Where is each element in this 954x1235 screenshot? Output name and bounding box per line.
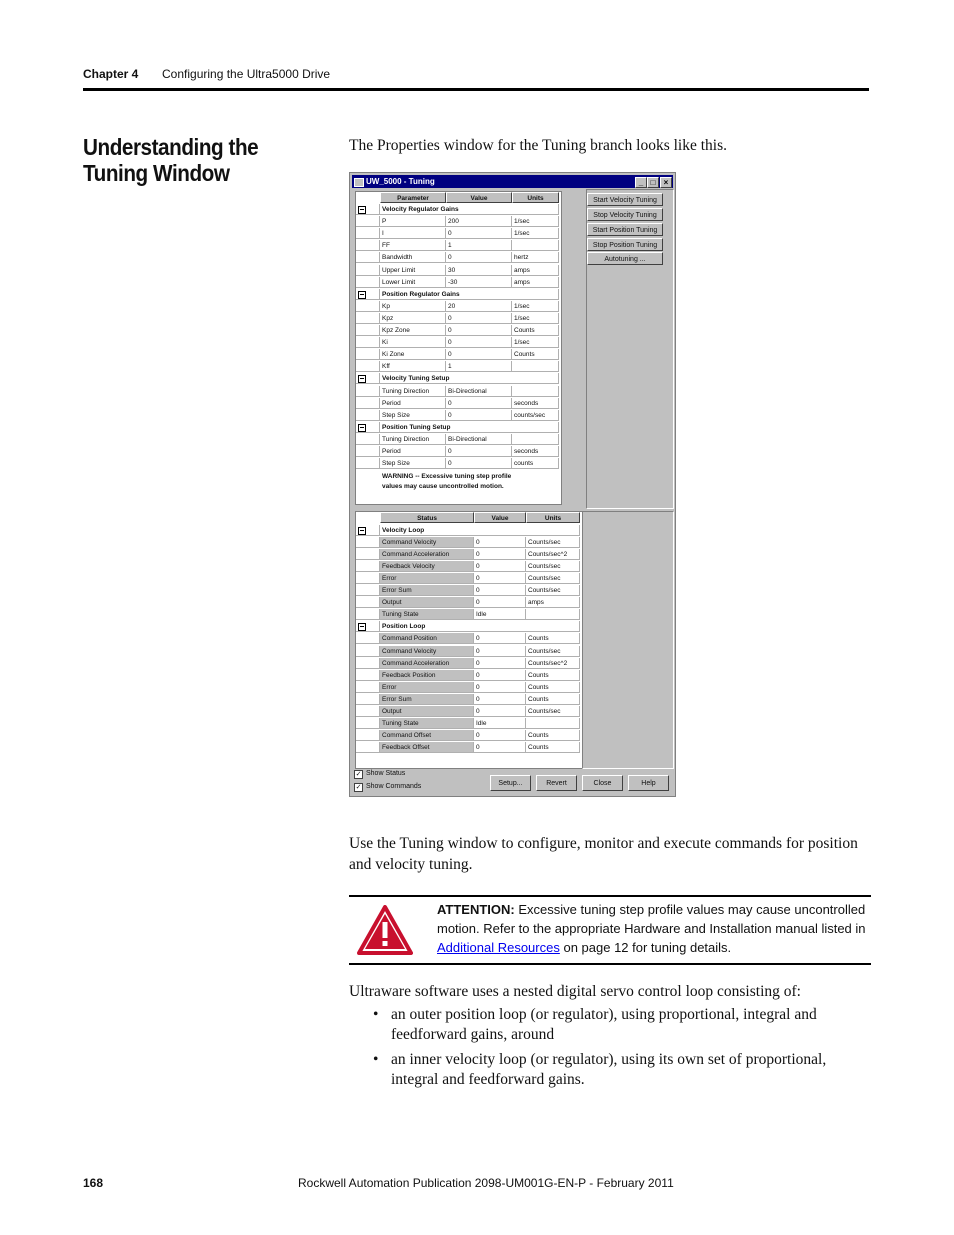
- row-units: 1/sec: [512, 337, 559, 348]
- bullet-icon: •: [373, 1051, 379, 1068]
- group-label: Velocity Tuning Setup: [380, 373, 559, 384]
- units-column-header[interactable]: Units: [512, 192, 559, 203]
- start-velocity-tuning-button[interactable]: Start Velocity Tuning: [587, 193, 663, 206]
- row-value[interactable]: 0: [474, 549, 526, 560]
- row-gutter: [356, 216, 380, 227]
- row-gutter: [356, 682, 380, 693]
- row-gutter: [356, 730, 380, 741]
- row-gutter: [356, 621, 380, 632]
- setup-button[interactable]: Setup...: [490, 775, 531, 791]
- row-label: Error: [380, 682, 474, 693]
- row-units: [512, 386, 559, 397]
- row-value[interactable]: 0: [446, 337, 512, 348]
- list-item-text: an outer position loop (or regulator), using proportional, integral and feedforward gains, around: [391, 1006, 817, 1043]
- row-gutter: [356, 277, 380, 288]
- group-label: Position Regulator Gains: [380, 289, 559, 300]
- revert-button[interactable]: Revert: [536, 775, 577, 791]
- row-gutter: [356, 349, 380, 360]
- row-value[interactable]: Bi-Directional: [446, 434, 512, 445]
- row-value[interactable]: 20: [446, 301, 512, 312]
- row-value[interactable]: 0: [474, 730, 526, 741]
- row-value[interactable]: 1: [446, 361, 512, 372]
- row-gutter: [356, 422, 380, 433]
- row-units: Counts: [526, 682, 580, 693]
- row-gutter: [356, 658, 380, 669]
- row-units: 1/sec: [512, 216, 559, 227]
- row-value[interactable]: 0: [474, 670, 526, 681]
- row-gutter: [356, 537, 380, 548]
- help-button[interactable]: Help: [628, 775, 669, 791]
- row-units: Counts: [526, 670, 580, 681]
- row-value[interactable]: 0: [474, 561, 526, 572]
- collapse-icon[interactable]: [358, 527, 366, 535]
- collapse-icon[interactable]: [358, 375, 366, 383]
- row-label: Feedback Position: [380, 670, 474, 681]
- row-gutter: [356, 289, 380, 300]
- row-gutter: [356, 301, 380, 312]
- row-gutter: [356, 386, 380, 397]
- row-units: amps: [512, 277, 559, 288]
- row-gutter: [356, 646, 380, 657]
- header-rule: [83, 88, 869, 91]
- row-units: [512, 361, 559, 372]
- maximize-icon[interactable]: □: [647, 177, 659, 188]
- row-gutter: [356, 718, 380, 729]
- close-button[interactable]: Close: [582, 775, 623, 791]
- row-gutter: [356, 337, 380, 348]
- show-commands-label: Show Commands: [366, 783, 422, 790]
- check-icon: ✓: [355, 784, 362, 791]
- row-label: Command Offset: [380, 730, 474, 741]
- publication-footer: Rockwell Automation Publication 2098-UM001G-EN-P - February 2011: [298, 1176, 674, 1190]
- row-value[interactable]: Bi-Directional: [446, 386, 512, 397]
- list-item-text: an inner velocity loop (or regulator), using its own set of proportional, integral and feedforward gains.: [391, 1051, 827, 1088]
- row-gutter: [356, 561, 380, 572]
- row-value[interactable]: 0: [474, 633, 526, 644]
- minimize-icon[interactable]: _: [635, 177, 647, 188]
- autotuning-button[interactable]: Autotuning ...: [587, 252, 663, 265]
- row-units: Counts/sec: [526, 646, 580, 657]
- row-value[interactable]: 0: [446, 313, 512, 324]
- row-gutter: [356, 694, 380, 705]
- row-label: I: [380, 228, 446, 239]
- list-item: [349, 1050, 869, 1090]
- row-gutter: [356, 742, 380, 753]
- row-value[interactable]: 0: [446, 446, 512, 457]
- row-gutter: [356, 525, 380, 536]
- row-gutter: [356, 585, 380, 596]
- row-units: seconds: [512, 398, 559, 409]
- row-gutter: [356, 410, 380, 421]
- bullet-list: [349, 1005, 869, 1095]
- attention-label: ATTENTION:: [437, 902, 515, 917]
- row-label: Error Sum: [380, 694, 474, 705]
- intro-paragraph: The Properties window for the Tuning branch looks like this.: [349, 137, 727, 154]
- row-units: Counts: [526, 694, 580, 705]
- show-status-checkbox[interactable]: [354, 769, 405, 779]
- row-value[interactable]: 0: [446, 458, 512, 469]
- attention-box: [349, 895, 871, 965]
- row-units: counts/sec: [512, 410, 559, 421]
- row-units: [512, 434, 559, 445]
- row-value[interactable]: 0: [446, 398, 512, 409]
- row-gutter: [356, 549, 380, 560]
- row-value[interactable]: 0: [474, 742, 526, 753]
- row-label: FF: [380, 240, 446, 251]
- row-label: Kff: [380, 361, 446, 372]
- row-value[interactable]: 0: [474, 537, 526, 548]
- row-units: Counts: [526, 742, 580, 753]
- row-gutter: [356, 398, 380, 409]
- row-label: Feedback Velocity: [380, 561, 474, 572]
- row-label: Command Acceleration: [380, 549, 474, 560]
- row-units: Counts/sec: [526, 585, 580, 596]
- row-gutter: [356, 706, 380, 717]
- row-gutter: [356, 670, 380, 681]
- row-label: Output: [380, 706, 474, 717]
- row-gutter: [356, 240, 380, 251]
- row-label: Tuning Direction: [380, 434, 446, 445]
- row-value[interactable]: 0: [474, 706, 526, 717]
- row-value[interactable]: 0: [474, 597, 526, 608]
- row-gutter: [356, 313, 380, 324]
- list-item: [349, 1005, 869, 1045]
- row-units: Counts/sec: [526, 706, 580, 717]
- row-label: Step Size: [380, 410, 446, 421]
- chapter-label: Chapter 4: [83, 67, 139, 81]
- status-units-column-header[interactable]: Units: [526, 512, 580, 523]
- row-label: Command Acceleration: [380, 658, 474, 669]
- row-label: P: [380, 216, 446, 227]
- row-label: Period: [380, 398, 446, 409]
- row-label: Step Size: [380, 458, 446, 469]
- additional-resources-link[interactable]: Additional Resources: [437, 940, 560, 955]
- row-gutter: [356, 597, 380, 608]
- collapse-icon[interactable]: [358, 206, 366, 214]
- section-title: Understanding the Tuning Window: [83, 134, 259, 186]
- row-units: Counts/sec^2: [526, 658, 580, 669]
- page-header: [83, 67, 331, 81]
- group-label: Position Tuning Setup: [380, 422, 559, 433]
- row-gutter: [356, 252, 380, 263]
- check-icon: ✓: [355, 771, 362, 778]
- row-units: 1/sec: [512, 301, 559, 312]
- stop-velocity-tuning-button[interactable]: Stop Velocity Tuning: [587, 208, 663, 221]
- row-units: hertz: [512, 252, 559, 263]
- row-value[interactable]: 0: [446, 228, 512, 239]
- row-units: counts: [512, 458, 559, 469]
- show-commands-checkbox[interactable]: [354, 782, 421, 792]
- list-intro: Ultraware software uses a nested digital servo control loop consisting of:: [349, 983, 801, 1000]
- row-label: Kpz: [380, 313, 446, 324]
- row-gutter: [356, 373, 380, 384]
- row-label: Command Velocity: [380, 646, 474, 657]
- row-value[interactable]: -30: [446, 277, 512, 288]
- row-gutter: [356, 228, 380, 239]
- row-units: Counts/sec: [526, 561, 580, 572]
- status-grid: [355, 511, 583, 769]
- bullet-icon: •: [373, 1006, 379, 1023]
- row-label: Lower Limit: [380, 277, 446, 288]
- status-column-header[interactable]: Status: [380, 512, 474, 523]
- row-units: 1/sec: [512, 313, 559, 324]
- row-label: Upper Limit: [380, 265, 446, 276]
- value-column-header[interactable]: Value: [446, 192, 512, 203]
- row-value[interactable]: 0: [474, 658, 526, 669]
- row-gutter: [356, 458, 380, 469]
- row-units: amps: [526, 597, 580, 608]
- row-label: Kp: [380, 301, 446, 312]
- row-gutter: [356, 204, 380, 215]
- row-gutter: [356, 265, 380, 276]
- status-value-column-header[interactable]: Value: [474, 512, 526, 523]
- stop-position-tuning-button[interactable]: Stop Position Tuning: [587, 238, 663, 251]
- row-label: Tuning Direction: [380, 386, 446, 397]
- row-gutter: [356, 633, 380, 644]
- attention-text-1: Excessive tuning step profile values may cause uncontrolled motion. Refer to the appropriate Hardware and Installation manual listed in: [437, 902, 866, 936]
- collapse-icon[interactable]: [358, 424, 366, 432]
- row-value[interactable]: 0: [474, 573, 526, 584]
- warning-icon: [357, 905, 413, 955]
- row-gutter: [356, 434, 380, 445]
- row-units: amps: [512, 265, 559, 276]
- row-value[interactable]: Idle: [474, 609, 526, 620]
- row-value[interactable]: 0: [474, 646, 526, 657]
- parameters-grid: [355, 191, 562, 505]
- row-value[interactable]: 30: [446, 265, 512, 276]
- row-label: Tuning State: [380, 609, 474, 620]
- row-value[interactable]: 200: [446, 216, 512, 227]
- row-units: Counts: [512, 325, 559, 336]
- row-label: Error: [380, 573, 474, 584]
- row-value[interactable]: 0: [474, 694, 526, 705]
- window-title: UW_5000 - Tuning: [366, 177, 435, 186]
- row-label: Output: [380, 597, 474, 608]
- row-label: Error Sum: [380, 585, 474, 596]
- warning-line-1: WARNING -- Excessive tuning step profile: [382, 473, 512, 481]
- row-units: Counts: [526, 633, 580, 644]
- row-value[interactable]: 0: [446, 252, 512, 263]
- app-icon: [354, 178, 364, 187]
- show-status-label: Show Status: [366, 770, 406, 777]
- row-units: Counts: [526, 730, 580, 741]
- row-value[interactable]: 0: [446, 325, 512, 336]
- row-units: Counts/sec^2: [526, 549, 580, 560]
- row-units: Counts/sec: [526, 573, 580, 584]
- row-label: Bandwidth: [380, 252, 446, 263]
- status-side-pane: [582, 511, 674, 769]
- row-value[interactable]: 0: [446, 410, 512, 421]
- row-value[interactable]: 1: [446, 240, 512, 251]
- page-number: 168: [83, 1176, 104, 1190]
- group-label: Velocity Regulator Gains: [380, 204, 559, 215]
- row-gutter: [356, 573, 380, 584]
- collapse-icon[interactable]: [358, 623, 366, 631]
- row-gutter: [356, 609, 380, 620]
- row-units: seconds: [512, 446, 559, 457]
- row-label: Period: [380, 446, 446, 457]
- row-units: Counts/sec: [526, 537, 580, 548]
- row-gutter: [356, 361, 380, 372]
- row-units: 1/sec: [512, 228, 559, 239]
- row-label: Command Position: [380, 633, 474, 644]
- tuning-commands-pane: [586, 189, 674, 509]
- chapter-title: Configuring the Ultra5000 Drive: [162, 67, 331, 81]
- group-label: Velocity Loop: [380, 525, 580, 536]
- row-units: Counts: [512, 349, 559, 360]
- start-position-tuning-button[interactable]: Start Position Tuning: [587, 223, 663, 236]
- warning-line-2: values may cause uncontrolled motion.: [382, 483, 504, 491]
- row-units: [526, 718, 580, 729]
- row-label: Tuning State: [380, 718, 474, 729]
- row-units: [512, 240, 559, 251]
- close-icon[interactable]: ×: [660, 177, 672, 188]
- row-label: Kpz Zone: [380, 325, 446, 336]
- row-label: Ki Zone: [380, 349, 446, 360]
- tuning-window: [349, 172, 676, 797]
- row-value[interactable]: 0: [474, 682, 526, 693]
- body-paragraph: Use the Tuning window to configure, monitor and execute commands for position and velocity tuning.: [349, 835, 858, 873]
- row-gutter: [356, 446, 380, 457]
- group-label: Position Loop: [380, 621, 580, 632]
- row-units: [526, 609, 580, 620]
- attention-text-2: on page 12 for tuning details.: [559, 940, 732, 955]
- row-gutter: [356, 325, 380, 336]
- row-value[interactable]: 0: [474, 585, 526, 596]
- parameter-column-header[interactable]: Parameter: [380, 192, 446, 203]
- collapse-icon[interactable]: [358, 291, 366, 299]
- row-label: Command Velocity: [380, 537, 474, 548]
- row-label: Feedback Offset: [380, 742, 474, 753]
- window-titlebar: [352, 175, 673, 188]
- row-value[interactable]: Idle: [474, 718, 526, 729]
- attention-text: [437, 900, 867, 957]
- row-value[interactable]: 0: [446, 349, 512, 360]
- row-label: Ki: [380, 337, 446, 348]
